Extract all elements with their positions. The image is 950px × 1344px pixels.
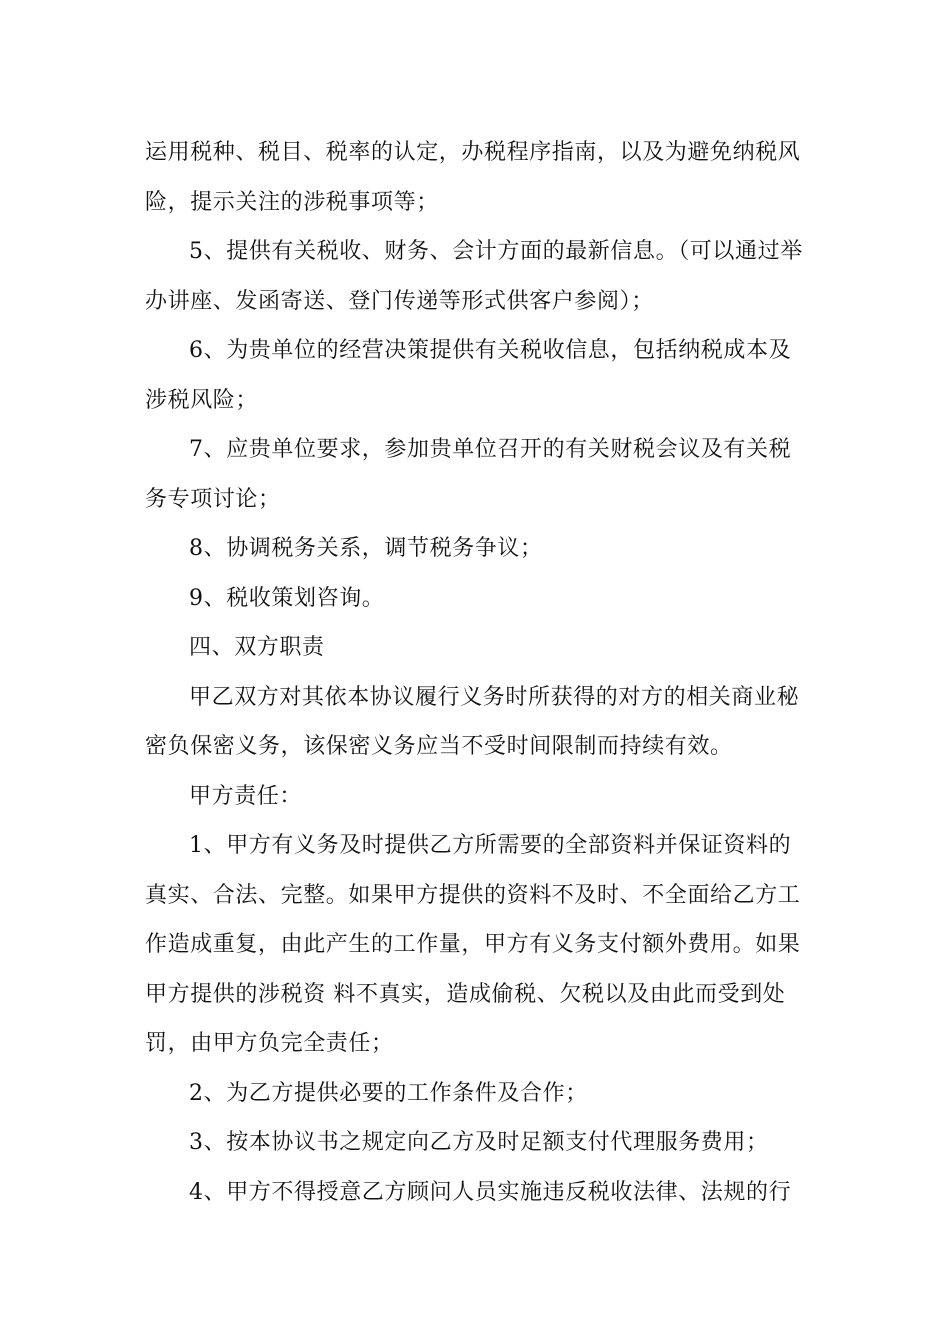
paragraph-party-a-item-4: 4、甲方不得授意乙方顾问人员实施违反税收法律、法规的行 xyxy=(189,1179,792,1205)
document-body xyxy=(145,128,810,1217)
paragraph-confidentiality: 甲乙双方对其依本协议履行义务时所获得的对方的相关商业秘密负保密义务，该保密义务应当不受时间限制而持续有效。 xyxy=(145,684,800,759)
paragraph-item-6: 6、为贵单位的经营决策提供有关税收信息，包括纳税成本及涉税风险； xyxy=(145,338,792,413)
subheading-party-a-duties: 甲方责任： xyxy=(189,783,303,809)
paragraph-party-a-item-2: 2、为乙方提供必要的工作条件及合作； xyxy=(189,1080,588,1106)
paragraph-item-5: 5、提供有关税收、财务、会计方面的最新信息。（可以通过举办讲座、发函寄送、登门传递等形式供客户参阅）； xyxy=(145,239,803,314)
paragraph-item-8: 8、协调税务关系，调节税务争议； xyxy=(189,536,543,561)
paragraph-party-a-item-3: 3、按本协议书之规定向乙方及时足额支付代理服务费用； xyxy=(189,1130,769,1155)
section-heading-duties: 四、双方职责 xyxy=(189,635,325,660)
paragraph-item-9: 9、税收策划咨询。 xyxy=(189,585,385,611)
paragraph-item-7: 7、应贵单位要求，参加贵单位召开的有关财税会议及有关税务专项讨论； xyxy=(145,437,792,512)
paragraph-party-a-item-1: 1、甲方有义务及时提供乙方所需要的全部资料并保证资料的真实、合法、完整。如果甲方提供的资料不及时、不全面给乙方工作造成重复，由此产生的工作量，甲方有义务支付额外费用。如果甲方提供的涉税资 料不真实，造成偷税、欠税以及由此而受到处罚，由甲方负完全责任； xyxy=(145,833,801,1056)
paragraph-tax-items: 运用税种、税目、税率的认定，办税程序指南，以及为避免纳税风险，提示关注的涉税事项等； xyxy=(145,140,801,215)
